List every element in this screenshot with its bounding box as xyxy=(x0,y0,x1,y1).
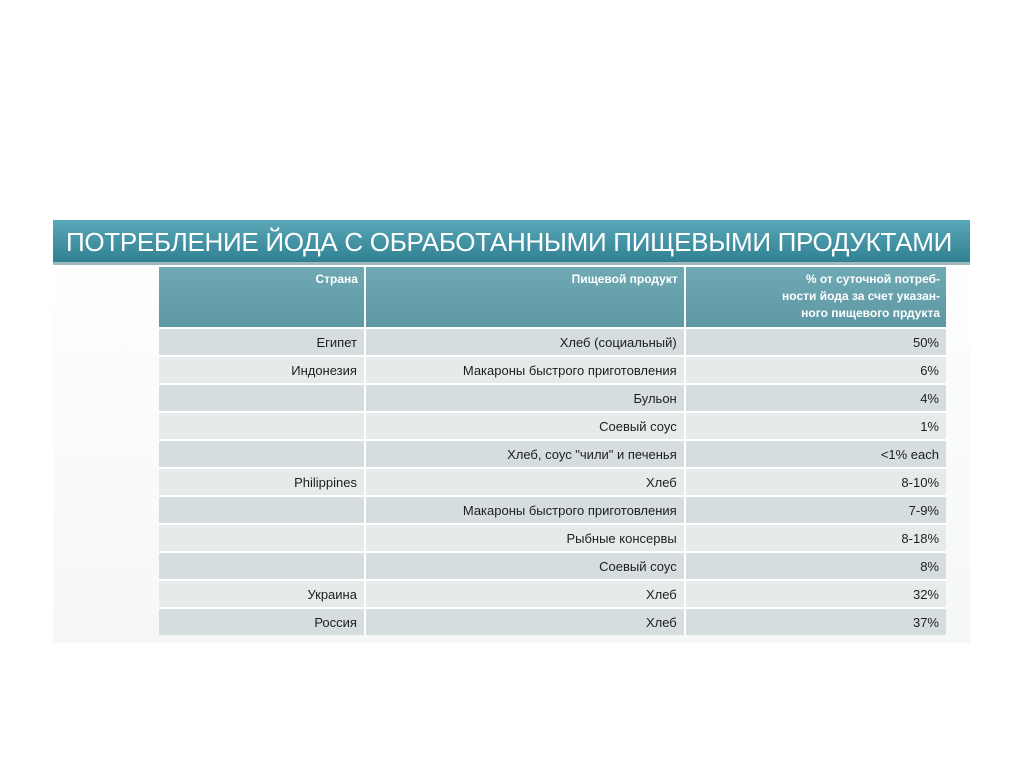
table-row xyxy=(159,384,946,412)
table-row xyxy=(159,552,946,580)
table-row xyxy=(159,496,946,524)
cell-product: Хлеб xyxy=(365,580,685,608)
slide-title: ПОТРЕБЛЕНИЕ ЙОДА С ОБРАБОТАННЫМИ ПИЩЕВЫМИ ПРОДУКТАМИ xyxy=(66,227,953,257)
table-header-row xyxy=(159,267,946,328)
header-product: Пищевой продукт xyxy=(365,267,685,328)
cell-product: Макароны быстрого приготовления xyxy=(365,496,685,524)
table-row xyxy=(159,328,946,356)
cell-country: Россия xyxy=(159,608,365,635)
cell-country xyxy=(159,412,365,440)
cell-country: Украина xyxy=(159,580,365,608)
cell-percent: 1% xyxy=(685,412,946,440)
cell-country xyxy=(159,384,365,412)
cell-country: Philippines xyxy=(159,468,365,496)
cell-product: Хлеб xyxy=(365,608,685,635)
table-row xyxy=(159,608,946,635)
table-row xyxy=(159,412,946,440)
cell-product: Соевый соус xyxy=(365,552,685,580)
cell-percent: 6% xyxy=(685,356,946,384)
header-percent-line1: % от суточной потреб- xyxy=(805,272,940,286)
header-percent xyxy=(685,267,946,328)
slide xyxy=(53,220,970,643)
cell-percent: 7-9% xyxy=(685,496,946,524)
cell-percent: <1% each xyxy=(685,440,946,468)
cell-percent: 50% xyxy=(685,328,946,356)
table-row xyxy=(159,440,946,468)
header-percent-line3: ного пищевого прдукта xyxy=(801,306,940,320)
cell-product: Хлеб, соус "чили" и печенья xyxy=(365,440,685,468)
header-country: Страна xyxy=(159,267,365,328)
table-row xyxy=(159,524,946,552)
cell-percent: 8% xyxy=(685,552,946,580)
cell-product: Хлеб (социальный) xyxy=(365,328,685,356)
cell-country xyxy=(159,440,365,468)
cell-country: Египет xyxy=(159,328,365,356)
cell-product: Хлеб xyxy=(365,468,685,496)
cell-percent: 4% xyxy=(685,384,946,412)
cell-product: Макароны быстрого приготовления xyxy=(365,356,685,384)
cell-percent: 32% xyxy=(685,580,946,608)
cell-country xyxy=(159,524,365,552)
cell-percent: 8-18% xyxy=(685,524,946,552)
table-row xyxy=(159,580,946,608)
cell-country xyxy=(159,496,365,524)
table-row xyxy=(159,356,946,384)
table-row xyxy=(159,468,946,496)
cell-percent: 8-10% xyxy=(685,468,946,496)
header-percent-line2: ности йода за счет указан- xyxy=(782,289,940,303)
cell-product: Бульон xyxy=(365,384,685,412)
cell-country xyxy=(159,552,365,580)
iodine-table xyxy=(159,267,946,635)
cell-percent: 37% xyxy=(685,608,946,635)
cell-product: Рыбные консервы xyxy=(365,524,685,552)
cell-product: Соевый соус xyxy=(365,412,685,440)
cell-country: Индонезия xyxy=(159,356,365,384)
title-bar xyxy=(53,220,970,265)
